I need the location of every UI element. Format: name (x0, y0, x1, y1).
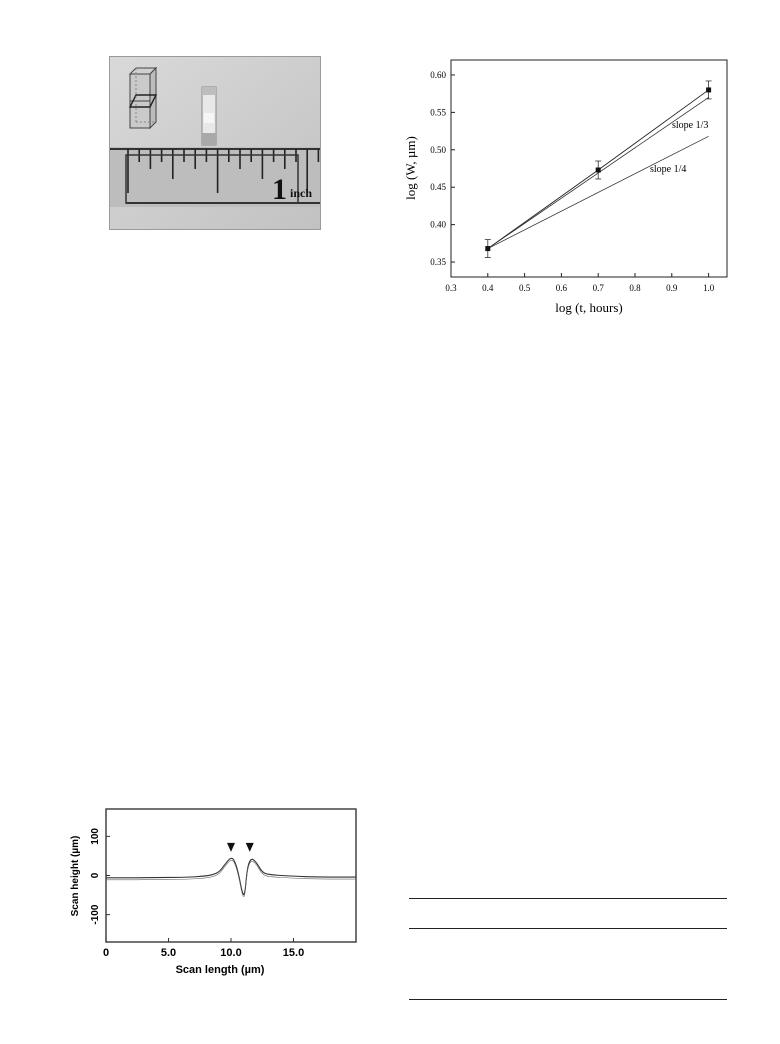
y-axis-label: Scan height (µm) (70, 835, 81, 917)
ruler-numeral: 1 (272, 173, 287, 206)
x-axis-label: Scan length (µm) (175, 964, 265, 976)
data-point (706, 87, 711, 92)
y-tick-label: -100 (90, 904, 101, 925)
crystal-sample (202, 87, 216, 145)
scan-profile-line-2 (106, 860, 356, 896)
y-tick-label: 0.35 (430, 257, 446, 268)
x-tick-label: 0 (102, 947, 110, 959)
scan-chart (70, 806, 370, 996)
y-axis-label: log (W, µm) (403, 136, 418, 200)
scan-chart-svg (70, 806, 370, 996)
y-tick-label: 0.55 (430, 107, 446, 118)
x-tick-label: 0.9 (666, 283, 678, 293)
scan-profile-line (106, 858, 356, 894)
crystal-schematic (130, 68, 156, 128)
x-tick-label: 1.0 (702, 283, 715, 293)
ruler-unit: inch (290, 186, 313, 200)
y-tick-label: 0 (90, 872, 101, 879)
y-tick-label: 0.60 (430, 69, 446, 80)
table-top-rule (409, 898, 727, 899)
growth-chart (398, 55, 738, 320)
x-tick-label: 0.6 (555, 283, 568, 293)
plot-frame (106, 809, 356, 942)
x-tick-label: 0.4 (482, 283, 494, 293)
peak-marker (246, 843, 254, 852)
data-point (485, 246, 490, 251)
y-tick-label: 0.50 (430, 144, 446, 155)
photo-figure (109, 56, 321, 230)
peak-marker (227, 843, 235, 852)
fit-line-label: slope 1/3 (672, 120, 709, 131)
x-axis-label: log (t, hours) (555, 300, 623, 315)
fit-line (488, 136, 709, 248)
table-bottom-rule (409, 999, 727, 1000)
ruler (110, 147, 320, 207)
x-tick-label: 5.0 (160, 947, 177, 959)
x-tick-label: 0.3 (445, 283, 457, 293)
growth-chart-svg (398, 55, 738, 320)
fit-line-label: slope 1/4 (650, 164, 687, 175)
y-tick-label: 100 (90, 828, 101, 845)
x-tick-label: 0.5 (518, 283, 531, 293)
y-tick-label: 0.45 (430, 182, 446, 193)
y-tick-label: 0.40 (430, 219, 446, 230)
x-tick-label: 10.0 (220, 947, 242, 959)
table-header-rule (409, 928, 727, 929)
data-point (596, 167, 601, 172)
x-tick-label: 0.7 (592, 283, 604, 293)
x-tick-label: 15.0 (282, 947, 305, 959)
crystal-ruler-photo (110, 57, 320, 229)
x-tick-label: 0.8 (629, 283, 641, 293)
